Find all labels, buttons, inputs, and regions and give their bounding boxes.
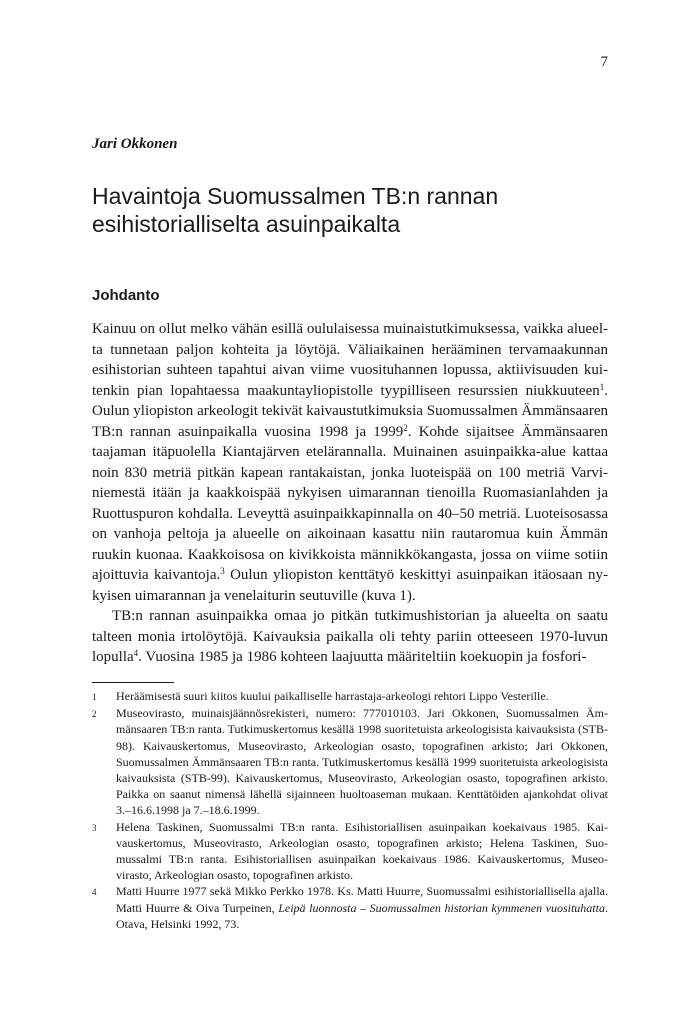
page-number: 7	[600, 54, 608, 70]
footnote-text: Helena Taskinen, Suomussalmi TB:n ranta. Esihistoriallisen asuinpaikan koekaivaus 1985. Kaivauskertomus, Museovirasto, Arkeologian osasto, topografinen arkisto; Helena Taskinen, Suomussalmi TB:n ranta. Esihistoriallisen asuinpaikan koekaivaus 1986. Kaivauskertomus, Museovirasto, Arkeologian osasto, topografinen arkisto.	[116, 819, 608, 883]
footnote-text	[116, 883, 608, 932]
footnote-ref: 3	[220, 566, 225, 576]
footnote-ref: 2	[403, 422, 408, 433]
footnote	[92, 688, 608, 705]
footnote-number: 3	[92, 822, 97, 833]
text-run: Kainuu on ollut melko vähän esillä oululaisessa muinaistutkimuksessa, vaikka alueelta tunnetaan paljon kohteita ja löytöjä. Väliaikainen herääminen tervamaakunnan esihistorian suhteen tapahtui aivan viime vuosituhannen lopussa, aktiivisuuden kuitenkin pian lopahtaessa maakuntayliopistolle tyypilliseen resurssien niukkuuteen	[92, 321, 608, 399]
text-run: . Otava, Helsinki 1992, 73.	[116, 900, 608, 931]
footnote-ref: 1	[599, 381, 605, 392]
footnote-number: 4	[92, 887, 97, 898]
footnote-divider	[92, 682, 174, 683]
section-heading: Johdanto	[92, 287, 160, 304]
text-run: Oulun yliopiston kenttätyö keskittyi asuinpaikan itäosaan nykyisen uimarannan ja venelaiturin seutuville (kuva 1).	[92, 567, 608, 604]
footnote-number: 2	[92, 709, 97, 720]
article-title: Havaintoja Suomussalmen TB:n rannan esihistorialliselta asuinpaikalta	[92, 183, 499, 237]
book-title: Leipä luonnosta – Suomussalmen historian kymmenen vuosituhatta	[278, 900, 605, 915]
paragraph	[92, 319, 608, 606]
footnotes	[92, 688, 608, 932]
paragraph	[92, 606, 608, 668]
text-run: TB:n rannan asuinpaikka omaa jo pitkän tutkimushistorian ja alueelta on saatu talteen monia irtolöytöjä. Kaivauksia paikalla oli tehty pariin otteeseen 1970-luvun lopulla	[92, 608, 608, 665]
body-text	[92, 319, 608, 668]
footnote-number: 1	[92, 692, 97, 702]
text-run: . Kohde sijaitsee Ämmänsaaren taajaman itäpuolella Kiantajärven etelärannalla. Muinainen asuinpaikka-alue kattaa noin 830 metriä pitkän kapean rantakaistan, jonka luoteispää on 100 metriä Varviniemestä itään ja kaakkoispää nykyisen uimarannan tienoilla Ruomasianlahden ja Ruottuspuron kohdalla. Leveyttä asuinpaikkapinnalla on 40–50 metriä. Luoteisosassa on vanhoja peltoja ja alueelle on aikoinaan kasattu niin rautaromua kuin Ämmän ruukin kuonaa. Kaakkoisosa on kivikkoista männikkökangasta, jossa on viime sotiin ajoittuvia kaivantoja.	[92, 423, 608, 583]
footnote-text: Museovirasto, muinaisjäännösrekisteri, numero: 777010103. Jari Okkonen, Suomussalmen Ämmänsaaren TB:n ranta. Tutkimuskertomus kesällä 1998 suoritetuista arkeologisista kaivauksista (STB-98). Kaivauskertomus, Museovirasto, Arkeologian osasto, topografinen arkisto; Jari Okkonen, Suomussalmen Ämmänsaaren TB:n ranta. Tutkimuskertomus kesällä 1999 suoritetuista arkeologisista kaivauksista (STB-99). Kaivauskertomus, Museovirasto, Arkeologian osasto, topografinen arkisto. Paikka on saanut nimensä lähellä sijainneen huoltoaseman mukaan. Kenttätöiden ajankohdat olivat 3.–16.6.1998 ja 7.–18.6.1999.	[116, 706, 608, 818]
text-run: . Oulun yliopiston arkeologit tekivät kaivaustutkimuksia Suomussalmen Ämmänsaaren TB:n rannan asuinpaikalla vuosina 1998 ja 1999	[92, 382, 608, 440]
footnote	[92, 705, 608, 818]
footnote	[92, 883, 608, 932]
text-run: . Vuosina 1985 ja 1986 kohteen laajuutta määriteltiin koekuopin ja fosfori-	[138, 649, 587, 665]
footnote-text: Heräämisestä suuri kiitos kuului paikalliselle harrastaja-arkeologi rehtori Lippo Vesterille.	[116, 689, 549, 703]
author-name: Jari Okkonen	[92, 136, 178, 152]
text-run: Matti Huurre 1977 sekä Mikko Perkko 1978. Ks. Matti Huurre, Suomussalmi esihistoriallisella ajalla. Matti Huurre & Oiva Turpeinen,	[116, 884, 608, 915]
footnote	[92, 819, 608, 884]
footnote-ref: 4	[133, 648, 139, 658]
